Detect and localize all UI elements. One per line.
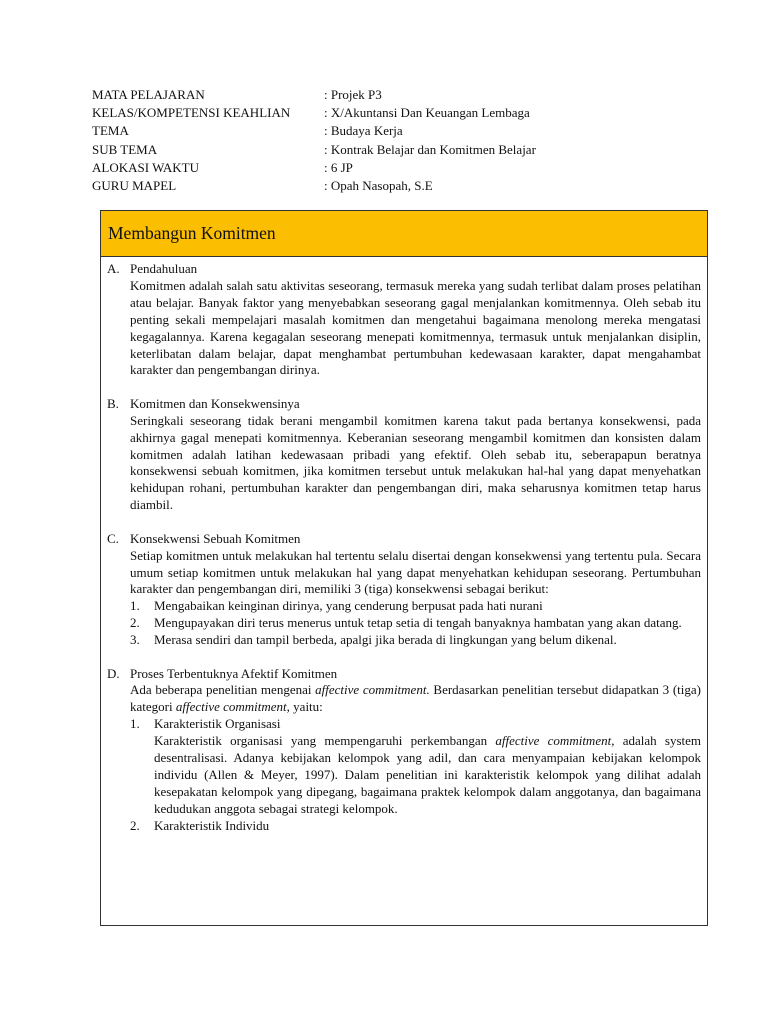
header-row-time (92, 159, 536, 177)
list-item-text: Mengupayakan diri terus menerus untuk tetap setia di tengah banyaknya hambatan yang akan datang. (154, 615, 682, 631)
section-paragraph: Seringkali seseorang tidak berani mengambil komitmen karena takut pada bertanya konsekwensi, pada akhirnya gagal menepati komitmennya. Keberanian seseorang mengambil komitmen dan konsisten dalam komitmen adalah latihan kedewasaan pribadi yang efektif. Oleh sebab itu, seberapapun beratnya konsekwensi sebuah komitmen, jika komitmen tersebut untuk melakukan hal-hal yang dapat menyehatkan kehidupan rohani, pertumbuhan karakter dan pengembangan diri, maka seharusnya komitmen tetap harus diambil. (130, 412, 701, 513)
content-box (100, 210, 708, 926)
list-item-text: Merasa sendiri dan tampil berbeda, apalgi jika berada di lingkungan yang belum dikenal. (154, 632, 617, 648)
box-title-bar (101, 211, 707, 257)
section-letter: C. (107, 530, 119, 546)
header-label: TEMA (92, 123, 129, 139)
list-number: 3. (130, 632, 140, 648)
list-item-text: Mengabaikan keinginan dirinya, yang cenderung berpusat pada hati nurani (154, 598, 543, 614)
header-value: : X/Akuntansi Dan Keuangan Lembaga (324, 105, 530, 121)
list-number: 1. (130, 716, 140, 732)
header-value: : Kontrak Belajar dan Komitmen Belajar (324, 141, 536, 157)
section-letter: A. (107, 261, 120, 276)
list-item-title: Karakteristik Organisasi (154, 716, 281, 732)
list-item (130, 598, 701, 615)
header-label: KELAS/KOMPETENSI KEAHLIAN (92, 105, 291, 121)
section-paragraph: Setiap komitmen untuk melakukan hal tertentu selalu disertai dengan konsekwensi yang tertentu pula. Secara umum setiap komitmen untuk melakukan hal yang dapat menyehatkan kehidupan seseorang. Pertumbuhan karakter dan pengembangan diri, memiliki 3 (tiga) konsekwensi sebagai berikut: (130, 547, 701, 597)
section-letter: D. (107, 665, 120, 681)
header-row-class (92, 104, 536, 122)
header-value: : 6 JP (324, 159, 353, 175)
section-title: Komitmen dan Konsekwensinya (130, 395, 300, 411)
paragraph-text: Berdasarkan penelitian tersebut didapatkan 3 (tiga) kategori (130, 682, 701, 715)
list-item-paragraph (154, 733, 701, 818)
paragraph-text: Ada beberapa penelitian mengenai (130, 682, 316, 698)
paragraph-text: , adalah system desentralisasi. Adanya kebijakan kelompok yang adil, dan cara menyampaian kebijakan kelompok individu (Allen & Meyer, 1997). Dalam penelitian ini karakteristik kelompok yang dilihat adalah kesepakatan kelompok yang dipegang, bagaimana praktek kelompok dalam anggotanya, dan bagaimana kedudukan anggota sebagai strategi kelompok. (154, 733, 701, 816)
section-paragraph: Komitmen adalah salah satu aktivitas seseorang, termasuk mereka yang sudah terlibat dalam proses pelatihan atau belajar. Banyak faktor yang menyebabkan seseorang gagal menjalankan komitmennya. Oleh sebab itu penting sekali mempelajari masalah komitmen dan mengetahui bagaimana menolong mereka mengatasi kegagalannya. Karena kegagalan seseorang menepati komitmennya, termasuk untuk menjalankan disiplin, keterlibatan dalam belajar, dapat menghambat pertumbuhan kedewasaan karakter, dapat mengahambat karakter dan pengembangan dirinya. (130, 277, 701, 378)
emphasis-text: affective commitment (175, 699, 287, 715)
header-row-subject (92, 86, 536, 104)
section-letter: B. (107, 395, 119, 411)
header-label: ALOKASI WAKTU (92, 159, 200, 175)
section-a (107, 261, 701, 379)
section-d (107, 666, 701, 835)
box-body (101, 257, 707, 835)
list-item (130, 716, 701, 817)
list-item (130, 632, 701, 649)
section-b (107, 396, 701, 514)
header-label: MATA PELAJARAN (92, 87, 205, 102)
list-number: 1. (130, 598, 140, 614)
header-row-theme (92, 122, 536, 140)
header-label: SUB TEMA (92, 141, 158, 157)
header-label: GURU MAPEL (92, 178, 177, 194)
list-item-title: Karakteristik Individu (154, 817, 270, 833)
header-value: : Budaya Kerja (324, 123, 403, 139)
header-value: : Opah Nasopah, S.E (324, 178, 433, 194)
header-row-subtheme (92, 141, 536, 159)
document-header-table (92, 86, 536, 195)
header-value: : Projek P3 (324, 87, 382, 102)
paragraph-text: Karakteristik organisasi yang mempengaruhi perkembangan (154, 733, 496, 749)
section-paragraph (130, 682, 701, 716)
section-c (107, 531, 701, 649)
paragraph-text: , yaitu: (286, 699, 323, 715)
header-row-teacher (92, 177, 536, 195)
list-number: 2. (130, 817, 140, 833)
section-title: Konsekwensi Sebuah Komitmen (130, 530, 301, 546)
section-title: Proses Terbentuknya Afektif Komitmen (130, 665, 338, 681)
section-title: Pendahuluan (130, 261, 198, 276)
emphasis-text: affective commitment. (315, 682, 430, 698)
list-item (130, 818, 701, 835)
list-item (130, 615, 701, 632)
box-title: Membangun Komitmen (108, 223, 276, 243)
emphasis-text: affective commitment (495, 733, 612, 749)
list-number: 2. (130, 615, 140, 631)
